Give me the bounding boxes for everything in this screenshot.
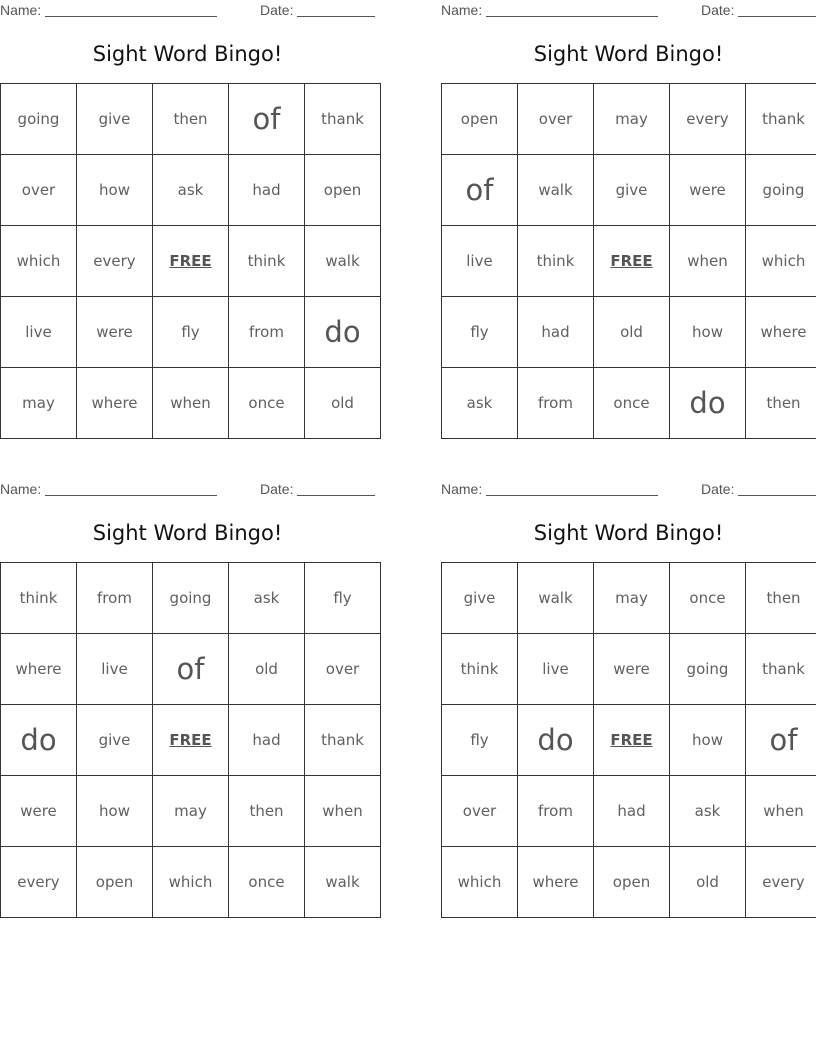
bingo-cell: ask: [442, 368, 518, 439]
bingo-row: [1, 847, 381, 918]
bingo-row: [442, 776, 816, 847]
bingo-cell: from: [518, 776, 594, 847]
name-blank: [486, 495, 658, 496]
name-blank: [45, 495, 217, 496]
bingo-cell: live: [1, 297, 77, 368]
bingo-row: [1, 226, 381, 297]
name-blank: [486, 16, 658, 17]
name-label: Name:: [0, 481, 42, 497]
bingo-cell-highlight: do: [518, 705, 594, 776]
bingo-cell: fly: [305, 563, 381, 634]
bingo-row: [442, 563, 816, 634]
bingo-card-1: [0, 0, 375, 412]
bingo-cell-highlight: of: [442, 155, 518, 226]
bingo-cell-highlight: do: [305, 297, 381, 368]
bingo-row: [442, 705, 816, 776]
bingo-cell: every: [1, 847, 77, 918]
date-label: Date:: [260, 481, 294, 497]
bingo-cell: may: [1, 368, 77, 439]
bingo-grid: [441, 83, 816, 439]
bingo-cell: give: [442, 563, 518, 634]
bingo-cell: every: [746, 847, 816, 918]
bingo-cell: had: [229, 705, 305, 776]
bingo-cell: when: [153, 368, 229, 439]
name-label: Name:: [0, 2, 42, 18]
bingo-row: [1, 634, 381, 705]
date-blank: [297, 16, 375, 17]
bingo-row: [1, 705, 381, 776]
bingo-cell: when: [746, 776, 816, 847]
bingo-cell: think: [518, 226, 594, 297]
bingo-cell: ask: [229, 563, 305, 634]
bingo-cell: were: [1, 776, 77, 847]
bingo-cell: thank: [305, 84, 381, 155]
student-info-row: [441, 479, 816, 501]
bingo-cell-highlight: do: [670, 368, 746, 439]
bingo-cell: from: [77, 563, 153, 634]
bingo-cell: old: [229, 634, 305, 705]
bingo-cell: from: [229, 297, 305, 368]
bingo-cell: live: [442, 226, 518, 297]
bingo-cell: once: [229, 368, 305, 439]
bingo-row: [1, 84, 381, 155]
bingo-cell: had: [229, 155, 305, 226]
date-label: Date:: [260, 2, 294, 18]
bingo-cell: which: [442, 847, 518, 918]
bingo-cell: open: [305, 155, 381, 226]
bingo-row: [442, 84, 816, 155]
student-info-row: [441, 0, 816, 22]
bingo-row: [442, 368, 816, 439]
bingo-cell: then: [746, 368, 816, 439]
bingo-cell: where: [746, 297, 816, 368]
card-title: Sight Word Bingo!: [533, 521, 724, 545]
card-title: Sight Word Bingo!: [92, 521, 283, 545]
bingo-cell: ask: [153, 155, 229, 226]
bingo-cell: were: [670, 155, 746, 226]
bingo-cell: walk: [518, 563, 594, 634]
bingo-cell-highlight: of: [746, 705, 816, 776]
bingo-cell: over: [518, 84, 594, 155]
bingo-cell: once: [229, 847, 305, 918]
bingo-cell: had: [594, 776, 670, 847]
bingo-cell: walk: [518, 155, 594, 226]
bingo-cell: open: [77, 847, 153, 918]
free-space-cell: FREE: [594, 226, 670, 297]
bingo-row: [442, 297, 816, 368]
bingo-cell: how: [670, 297, 746, 368]
bingo-cell: going: [670, 634, 746, 705]
bingo-cell: going: [746, 155, 816, 226]
bingo-cell: open: [594, 847, 670, 918]
bingo-cell: once: [594, 368, 670, 439]
bingo-row: [1, 776, 381, 847]
bingo-cell: old: [594, 297, 670, 368]
bingo-row: [1, 155, 381, 226]
card-title: Sight Word Bingo!: [92, 42, 283, 66]
date-label: Date:: [701, 2, 735, 18]
bingo-cell: fly: [153, 297, 229, 368]
bingo-cell: then: [746, 563, 816, 634]
bingo-cell: which: [1, 226, 77, 297]
bingo-cell: every: [77, 226, 153, 297]
bingo-card-4: [441, 479, 816, 891]
date-blank: [297, 495, 375, 496]
bingo-cell: every: [670, 84, 746, 155]
bingo-cell: thank: [746, 634, 816, 705]
bingo-grid: [441, 562, 816, 918]
bingo-cell: give: [77, 705, 153, 776]
bingo-cell: how: [77, 776, 153, 847]
bingo-row: [1, 297, 381, 368]
bingo-row: [442, 847, 816, 918]
bingo-cell: how: [670, 705, 746, 776]
bingo-cell: where: [1, 634, 77, 705]
student-info-row: [0, 479, 375, 501]
bingo-cell: where: [77, 368, 153, 439]
bingo-row: [1, 368, 381, 439]
bingo-cell: thank: [746, 84, 816, 155]
bingo-cell: walk: [305, 226, 381, 297]
bingo-card-2: [441, 0, 816, 420]
bingo-cell: fly: [442, 705, 518, 776]
bingo-cell: how: [77, 155, 153, 226]
name-label: Name:: [441, 2, 483, 18]
bingo-cell-highlight: of: [229, 84, 305, 155]
bingo-cell: going: [153, 563, 229, 634]
bingo-cell: think: [1, 563, 77, 634]
bingo-cell: were: [77, 297, 153, 368]
bingo-cell: fly: [442, 297, 518, 368]
bingo-cell-highlight: of: [153, 634, 229, 705]
name-blank: [45, 16, 217, 17]
date-blank: [738, 16, 816, 17]
date-blank: [738, 495, 816, 496]
bingo-cell: give: [594, 155, 670, 226]
name-label: Name:: [441, 481, 483, 497]
date-label: Date:: [701, 481, 735, 497]
bingo-cell: live: [77, 634, 153, 705]
bingo-cell: had: [518, 297, 594, 368]
bingo-card-3: [0, 479, 375, 891]
bingo-cell: give: [77, 84, 153, 155]
bingo-cell: ask: [670, 776, 746, 847]
bingo-cell: which: [746, 226, 816, 297]
bingo-cell: thank: [305, 705, 381, 776]
bingo-cell: then: [229, 776, 305, 847]
bingo-cell-highlight: do: [1, 705, 77, 776]
bingo-cell: open: [442, 84, 518, 155]
bingo-cell: think: [442, 634, 518, 705]
bingo-row: [1, 563, 381, 634]
free-space-cell: FREE: [153, 226, 229, 297]
bingo-cell: once: [670, 563, 746, 634]
bingo-grid: [0, 562, 381, 918]
bingo-cell: then: [153, 84, 229, 155]
free-space-cell: FREE: [594, 705, 670, 776]
bingo-cell: think: [229, 226, 305, 297]
bingo-grid: [0, 83, 381, 439]
bingo-cell: may: [153, 776, 229, 847]
bingo-cell: walk: [305, 847, 381, 918]
bingo-cell: old: [305, 368, 381, 439]
bingo-cell: over: [442, 776, 518, 847]
bingo-cell: old: [670, 847, 746, 918]
bingo-cell: from: [518, 368, 594, 439]
bingo-cell: over: [1, 155, 77, 226]
bingo-cell: may: [594, 563, 670, 634]
bingo-cell: going: [1, 84, 77, 155]
bingo-cell: over: [305, 634, 381, 705]
bingo-cell: live: [518, 634, 594, 705]
bingo-cell: when: [670, 226, 746, 297]
card-title: Sight Word Bingo!: [533, 42, 724, 66]
student-info-row: [0, 0, 375, 22]
bingo-cell: where: [518, 847, 594, 918]
bingo-cell: when: [305, 776, 381, 847]
bingo-cell: were: [594, 634, 670, 705]
bingo-cell: may: [594, 84, 670, 155]
bingo-row: [442, 226, 816, 297]
free-space-cell: FREE: [153, 705, 229, 776]
bingo-row: [442, 634, 816, 705]
bingo-row: [442, 155, 816, 226]
bingo-cell: which: [153, 847, 229, 918]
